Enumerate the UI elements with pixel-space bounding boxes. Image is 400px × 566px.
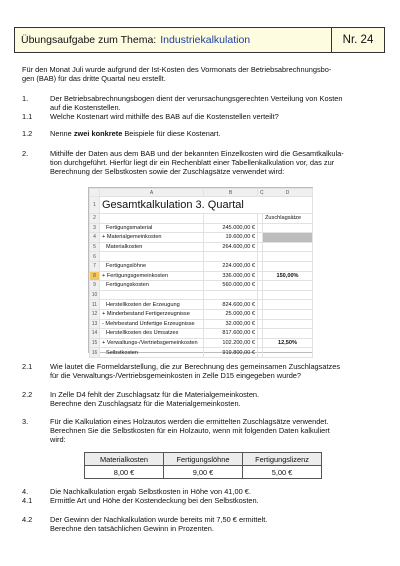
row-header[interactable]: 1 — [90, 197, 100, 214]
cell-amount[interactable]: 245.000,00 € — [204, 223, 258, 233]
q1-line-1: Der Betriebsabrechnungsbogen dient der verursachungsgerechten Verteilung von Kosten — [50, 94, 343, 103]
kalk-header: Fertigungslizenz — [243, 453, 322, 466]
q11-number: 1.1 — [22, 112, 33, 121]
q42-line-2: Berechne den tatsächlichen Gewinn in Prozenten. — [50, 524, 214, 533]
cell-label[interactable]: Herstellkosten der Erzeugung — [100, 300, 204, 310]
col-header-a[interactable]: A — [100, 189, 204, 197]
row-header[interactable]: 16 — [90, 348, 100, 358]
spreadsheet-grid — [89, 188, 313, 358]
q2-line-3: Berechnung der Selbstkosten sowie der Zuschlagsätze verwendet wird: — [50, 167, 285, 176]
cell-zuschlag[interactable] — [263, 252, 313, 262]
q3-line-2: Berechnen Sie die Selbstkosten für ein Holzauto, wenn mit folgenden Daten kalkuliert — [50, 426, 330, 435]
q2-line-2: tion durchgeführt. Hierfür liegt dir ein Rechenblatt einer Tabellenkalkulation vor, das zur — [50, 158, 335, 167]
cell-zuschlag[interactable] — [263, 348, 313, 358]
sheet-row — [90, 261, 313, 271]
cell-label[interactable]: Fertigungsmaterial — [100, 223, 204, 233]
cell-zuschlag[interactable] — [263, 309, 313, 319]
header-title — [15, 34, 331, 46]
row-header[interactable]: 14 — [90, 329, 100, 339]
cell-label[interactable]: - Mehrbestand Unfertige Erzeugnisse — [100, 319, 204, 329]
q12-number: 1.2 — [22, 129, 33, 138]
row-header[interactable]: 9 — [90, 281, 100, 291]
row-header[interactable]: 11 — [90, 300, 100, 310]
cell-zuschlag[interactable] — [263, 261, 313, 271]
cell-label[interactable]: Herstellkosten des Umsatzes — [100, 329, 204, 339]
kalk-value: 5,00 € — [243, 466, 322, 479]
sheet-row — [90, 223, 313, 233]
kalk-header: Materialkosten — [85, 453, 164, 466]
row-header[interactable]: 12 — [90, 309, 100, 319]
cell-amount[interactable]: 25.000,00 € — [204, 309, 258, 319]
cell-zuschlag[interactable] — [263, 290, 313, 300]
q3-line-3: wird: — [50, 435, 66, 444]
q22-line-1: In Zelle D4 fehlt der Zuschlagsatz für die Materialgemeinkosten. — [50, 390, 260, 399]
cell-amount[interactable]: 824.600,00 € — [204, 300, 258, 310]
q41-text: Ermittle Art und Höhe der Kostendeckung bei den Selbstkosten. — [50, 496, 259, 505]
intro-line-1: Für den Monat Juli wurde aufgrund der Ist-Kosten des Vormonats der Betriebsabrechnungsbo- — [22, 65, 332, 74]
cell-amount[interactable]: 224.000,00 € — [204, 261, 258, 271]
cell-label[interactable]: Selbstkosten — [100, 348, 204, 358]
q4-text: Die Nachkalkulation ergab Selbstkosten in Höhe von 41,00 €. — [50, 487, 251, 496]
cell-label[interactable]: + Fertigungsgemeinkosten — [100, 271, 204, 281]
q12-bold: zwei konkrete — [73, 129, 123, 138]
zuschlag-header[interactable]: Zuschlagsätze — [263, 214, 313, 224]
q11-text: Welche Kostenart wird mithilfe des BAB auf die Kostenstellen verteilt? — [50, 112, 279, 121]
q2-line-1: Mithilfe der Daten aus dem BAB und der bekannten Einzelkosten wird die Gesamtkalkula- — [50, 149, 344, 158]
row-header[interactable]: 3 — [90, 223, 100, 233]
q3-number: 3. — [22, 417, 29, 426]
sheet-row — [90, 300, 313, 310]
cell-label[interactable]: Fertigungskosten — [100, 281, 204, 291]
cell-zuschlag[interactable] — [263, 329, 313, 339]
row-header[interactable]: 4 — [90, 233, 100, 243]
row-header[interactable]: 2 — [90, 214, 100, 224]
q3-line-1: Für die Kalkulation eines Holzautos werden die ermittelten Zuschlagsätze verwendet. — [50, 417, 329, 426]
sheet-row — [90, 329, 313, 339]
row-header[interactable]: 7 — [90, 261, 100, 271]
sheet-row — [90, 252, 313, 262]
corner-cell[interactable] — [90, 189, 100, 197]
cell-label[interactable]: + Minderbestand Fertigerzeugnisse — [100, 309, 204, 319]
cell-amount[interactable]: 336.000,00 € — [204, 271, 258, 281]
sheet-row-1 — [90, 197, 313, 214]
row-header[interactable]: 15 — [90, 338, 100, 348]
cell-amount[interactable] — [204, 252, 258, 262]
sheet-row — [90, 233, 313, 243]
q21-line-2: für die Verwaltungs-/Vertriebsgemeinkosten in Zelle D15 eingegeben wurde? — [50, 371, 302, 380]
q22-number: 2.2 — [22, 390, 33, 399]
q21-line-1: Wie lautet die Formeldarstellung, die zur Berechnung des gemeinsamen Zuschlagsatzes — [50, 362, 341, 371]
cell-label[interactable]: + Verwaltungs-/Vertriebsgemeinkosten — [100, 338, 204, 348]
sheet-row — [90, 348, 313, 358]
spreadsheet — [88, 187, 313, 356]
row-header[interactable]: 10 — [90, 290, 100, 300]
q22-line-2: Berechne den Zuschlagsatz für die Materialgemeinkosten. — [50, 399, 241, 408]
cell-label[interactable] — [100, 290, 204, 300]
cell-zuschlag[interactable]: 12,50% — [263, 338, 313, 348]
row-header[interactable]: 13 — [90, 319, 100, 329]
column-header-row — [90, 189, 313, 197]
cell-label[interactable]: + Materialgemeinkosten — [100, 233, 204, 243]
col-header-d[interactable]: D — [263, 189, 313, 197]
q41-number: 4.1 — [22, 496, 33, 505]
header-topic: Industriekalkulation — [160, 34, 251, 46]
cell-label[interactable]: Fertigungslöhne — [100, 261, 204, 271]
sheet-row — [90, 338, 313, 348]
cell-zuschlag[interactable] — [263, 281, 313, 291]
kalk-value: 8,00 € — [85, 466, 164, 479]
q4-number: 4. — [22, 487, 29, 496]
sheet-row — [90, 271, 313, 281]
cell-amount[interactable]: 560.000,00 € — [204, 281, 258, 291]
sheet-row — [90, 281, 313, 291]
q1-line-2: auf die Kostenstellen. — [50, 103, 121, 112]
row-header[interactable]: 5 — [90, 242, 100, 252]
col-header-c[interactable]: C — [258, 189, 263, 197]
cell-zuschlag[interactable] — [263, 223, 313, 233]
sheet-title[interactable]: Gesamtkalkulation 3. Quartal — [100, 197, 313, 214]
sheet-row-2 — [90, 214, 313, 224]
kalkulation-table — [84, 452, 322, 479]
cell-amount[interactable]: 102.200,00 € — [204, 338, 258, 348]
sheet-row — [90, 309, 313, 319]
row-header[interactable]: 8 — [90, 271, 100, 281]
cell-label[interactable] — [100, 252, 204, 262]
worksheet-header — [14, 27, 385, 53]
cell-amount[interactable]: 817.600,00 € — [204, 329, 258, 339]
cell-amount[interactable]: 919.800,00 € — [204, 348, 258, 358]
q2-number: 2. — [22, 149, 29, 158]
kalk-value: 9,00 € — [164, 466, 243, 479]
sheet-row — [90, 242, 313, 252]
cell-label[interactable]: Materialkosten — [100, 242, 204, 252]
kalk-header: Fertigungslöhne — [164, 453, 243, 466]
q21-number: 2.1 — [22, 362, 33, 371]
kalkulation-value-row — [85, 466, 322, 479]
cell-zuschlag[interactable] — [263, 319, 313, 329]
header-prefix: Übungsaufgabe zum Thema: — [21, 34, 157, 46]
q42-number: 4.2 — [22, 515, 33, 524]
cell-zuschlag[interactable] — [263, 242, 313, 252]
cell-amount[interactable] — [204, 290, 258, 300]
cell-amount[interactable]: 264.600,00 € — [204, 242, 258, 252]
q42-line-1: Der Gewinn der Nachkalkulation wurde bereits mit 7,50 € ermittelt. — [50, 515, 268, 524]
cell-zuschlag[interactable] — [263, 233, 313, 243]
col-header-b[interactable]: B — [204, 189, 258, 197]
kalkulation-header-row — [85, 453, 322, 466]
q1-number: 1. — [22, 94, 29, 103]
cell-amount[interactable]: 19.600,00 € — [204, 233, 258, 243]
cell-zuschlag[interactable]: 150,00% — [263, 271, 313, 281]
cell-zuschlag[interactable] — [263, 300, 313, 310]
row-header[interactable]: 6 — [90, 252, 100, 262]
sheet-row — [90, 319, 313, 329]
intro-line-2: gen (BAB) für das dritte Quartal neu erstellt. — [22, 74, 166, 83]
sheet-row — [90, 290, 313, 300]
q12-text: Nenne zwei konkrete Beispiele für diese Kostenart. — [50, 129, 221, 138]
exercise-number: Nr. 24 — [331, 28, 384, 52]
cell-amount[interactable]: 32.000,00 € — [204, 319, 258, 329]
